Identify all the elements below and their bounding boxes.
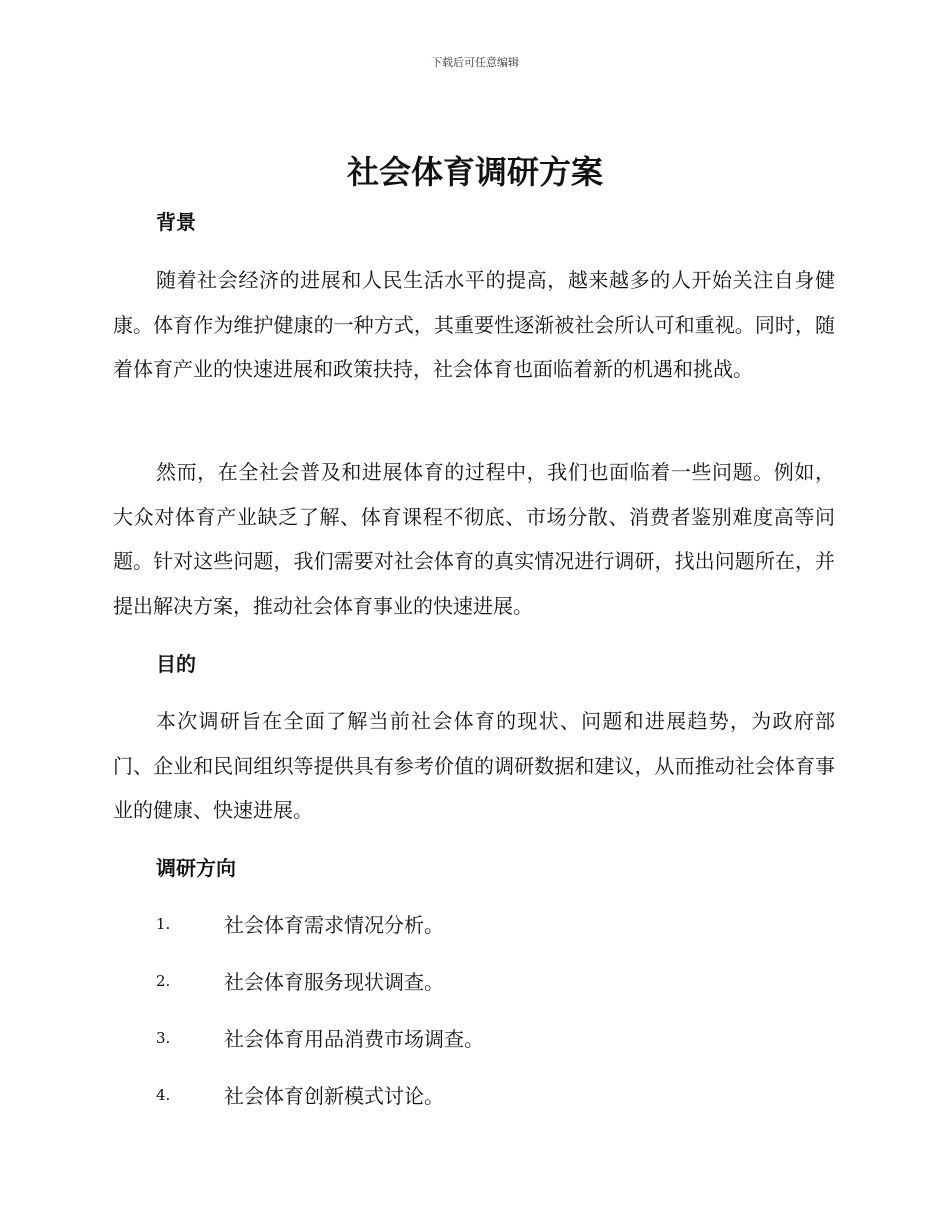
list-number: 3. — [156, 1029, 171, 1047]
header-note: 下载后可任意编辑 — [431, 56, 519, 69]
section-heading-purpose: 目的 — [156, 652, 196, 676]
list-item — [156, 1025, 836, 1055]
section-heading-directions: 调研方向 — [156, 856, 236, 880]
background-paragraph-2: 然而，在全社会普及和进展体育的过程中，我们也面临着一些问题。例如，大众对体育产业缺乏了解、体育课程不彻底、市场分散、消费者鉴别难度高等问题。针对这些问题，我们需要对社会体育的真实情况进行调研，找出问题所在，并提出解决方案，推动社会体育事业的快速进展。 — [113, 460, 835, 618]
list-text: 社会体育需求情况分析。 — [224, 913, 444, 937]
section-heading-background: 背景 — [156, 210, 196, 234]
list-item — [156, 1082, 836, 1112]
document-title: 社会体育调研方案 — [346, 153, 603, 191]
list-number: 4. — [156, 1086, 171, 1104]
list-item — [156, 968, 836, 998]
purpose-paragraph: 本次调研旨在全面了解当前社会体育的现状、问题和进展趋势，为政府部门、企业和民间组织等提供具有参考价值的调研数据和建议，从而推动社会体育事业的健康、快速进展。 — [113, 709, 835, 822]
list-number: 2. — [156, 972, 171, 990]
list-text: 社会体育创新模式讨论。 — [224, 1084, 444, 1108]
list-number: 1. — [156, 915, 171, 933]
background-paragraph-1: 随着社会经济的进展和人民生活水平的提高，越来越多的人开始关注自身健康。体育作为维护健康的一种方式，其重要性逐渐被社会所认可和重视。同时，随着体育产业的快速进展和政策扶持，社会体育也面临着新的机遇和挑战。 — [113, 268, 835, 381]
list-text: 社会体育服务现状调查。 — [224, 970, 444, 994]
list-text: 社会体育用品消费市场调查。 — [224, 1027, 484, 1051]
list-item — [156, 911, 836, 941]
